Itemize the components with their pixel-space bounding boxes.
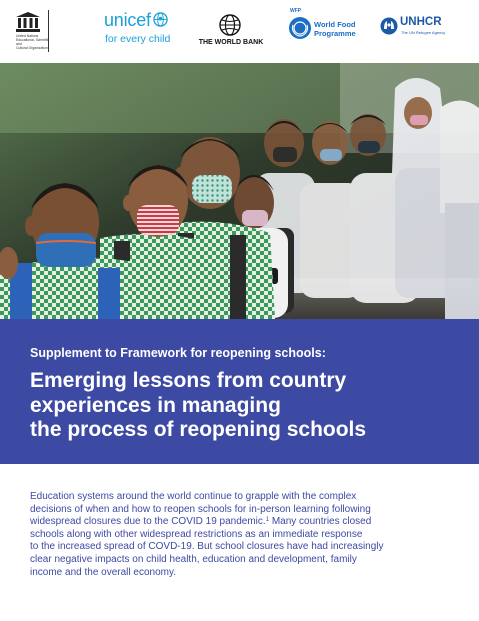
unhcr-name: UNHCR [400, 16, 442, 28]
unhcr-logo [380, 16, 466, 42]
report-title-line: the process of reopening schools [30, 418, 367, 441]
paragraph-line: to the increased spread of COVD-19. But school closures have had increasingly [30, 541, 384, 553]
paragraph-line: Education systems around the world continue to grapple with the complex [30, 491, 357, 502]
cover-photo-illustration [0, 63, 479, 319]
partner-logo-strip [0, 0, 479, 62]
unesco-caption-line: Educational, Scientific and [16, 38, 50, 47]
report-title-line: experiences in managing [30, 393, 281, 417]
intro-paragraph [30, 491, 470, 579]
unesco-caption [16, 34, 50, 50]
wfp-wreath-icon [288, 16, 312, 40]
unesco-caption-line: United Nations [16, 34, 39, 38]
paragraph-line: schools along with other widespread restrictions as an immediate response [30, 528, 363, 540]
unicef-wordmark: unicef [104, 10, 151, 30]
wfp-name-line: World Food [314, 20, 356, 29]
unesco-temple-icon [16, 12, 40, 32]
paragraph-line-text: Many countries closed [271, 516, 372, 528]
footnote-marker[interactable]: 1 [265, 517, 270, 524]
unhcr-hands-icon [380, 17, 398, 35]
supplement-subtitle: Supplement to Framework for reopening schools: [30, 346, 326, 360]
world-bank-name: THE WORLD BANK [198, 39, 264, 46]
paragraph-line [30, 516, 470, 529]
wfp-name-line: Programme [314, 29, 356, 38]
paragraph-line: clear negative impacts on child health, education and development, family [30, 553, 357, 565]
paragraph-line-text: widespread closures due to the COVID 19 pandemic. [30, 516, 266, 528]
cover-photo-students-in-masks [0, 63, 479, 319]
unhcr-subtitle: The UN Refugee Agency [401, 30, 446, 35]
wfp-abbreviation: WFP [290, 8, 302, 14]
unicef-tagline: for every child [105, 33, 171, 45]
report-title [30, 369, 470, 443]
paragraph-line: income and the overall economy. [30, 566, 177, 578]
world-bank-globe-icon [219, 14, 241, 36]
wfp-name [314, 20, 356, 38]
report-title-line: Emerging lessons from country [30, 369, 347, 392]
paragraph-line: decisions of when and how to reopen schools for in-person learning following [30, 503, 371, 515]
title-band [0, 319, 479, 464]
world-bank-logo [196, 14, 266, 54]
unicef-logo [104, 10, 178, 52]
unesco-logo [14, 8, 76, 54]
unesco-caption-line: Cultural Organization [16, 46, 48, 51]
unicef-globe-icon [153, 12, 168, 27]
wfp-logo [288, 8, 362, 44]
